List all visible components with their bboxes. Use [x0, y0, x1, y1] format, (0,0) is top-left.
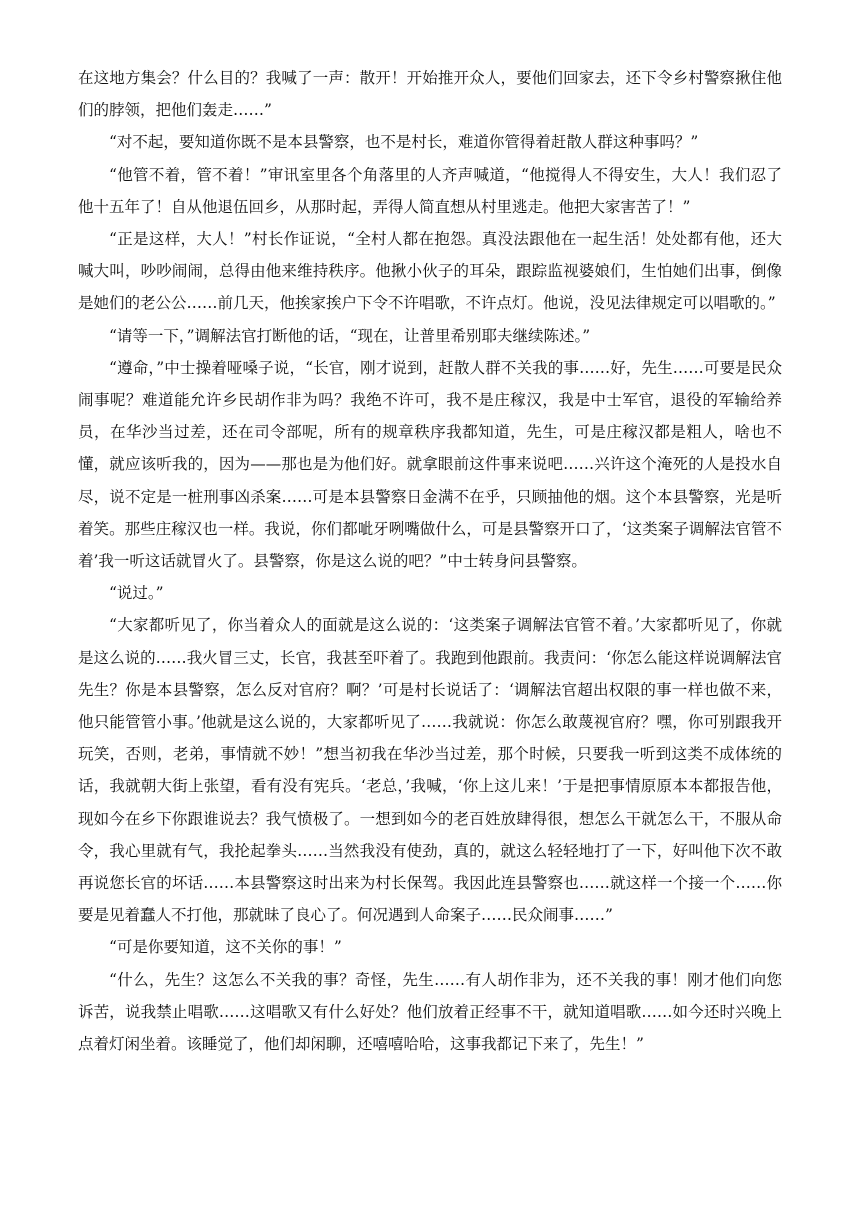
paragraph-9: “可是你要知道，这不关你的事！” — [109, 938, 342, 957]
paragraph-7: “说过。” — [109, 584, 164, 603]
paragraph-4: “正是这样，大人！”村长作证说，“全村人都在抱怨。真没法跟他在一起生活！处处都有他，还大喊大叫，吵吵闹闹，总得由他来维持秩序。他揪小伙子的耳朵，跟踪监视婆娘们，生怕她们出事，倒像是她们的老公公……前几天，他挨家挨户下令不许唱歌，不许点灯。他说，没见法律规定可以唱歌的。” — [78, 230, 782, 313]
document-body — [78, 62, 782, 1060]
paragraph-5: “请等一下，”调解法官打断他的话，“现在，让普里希别耶夫继续陈述。” — [109, 326, 591, 345]
paragraph-10: “什么，先生？这怎么不关我的事？奇怪，先生……有人胡作非为，还不关我的事！刚才他们向您诉苦，说我禁止唱歌……这唱歌又有什么好处？他们放着正经事不干，就知道唱歌……如今还时兴晚上点着灯闲坐着。该睡觉了，他们却闲聊，还嘻嘻哈哈，这事我都记下来了，先生！” — [78, 970, 782, 1054]
paragraph-3: “他管不着，管不着！”审讯室里各个角落里的人齐声喊道，“他搅得人不得安生，大人！我们忍了他十五年了！自从他退伍回乡，从那时起，弄得人简直想从村里逃走。他把大家害苦了！” — [78, 165, 782, 216]
paragraph-8: “大家都听见了，你当着众人的面就是这么说的：‘这类案子调解法官管不着。’大家都听见了，你就是这么说的……我火冒三丈，长官，我甚至吓着了。我跑到他跟前。我责问：‘你怎么能这样说调解法官先生？你是本县警察，怎么反对官府？啊？’可是村长说话了：‘调解法官超出权限的事一样也做不来，他只能管管小事。’他就是这么说的，大家都听见了……我就说：你怎么敢蔑视官府？嘿，你可别跟我开玩笑，否则，老弟，事情就不妙！”想当初我在华沙当过差，那个时候，只要我一听到这类不成体统的话，我就朝大街上张望，看有没有宪兵。‘老总，’我喊，‘你上这儿来！’于是把事情原原本本都报告他，现如今在乡下你跟谁说去？我气愤极了。一想到如今的老百姓放肆得很，想怎么干就怎么干，不服从命令，我心里就有气，我抡起拳头……当然我没有使劲，真的，就这么轻轻地打了一下，好叫他下次不敢再说您长官的坏话……本县警察这时出来为村长保驾。我因此连县警察也……就这样一个接一个……你要是见着蠢人不打他，那就昧了良心了。何况遇到人命案子……民众闹事……” — [78, 616, 782, 925]
paragraph-6: “遵命，”中士操着哑嗓子说，“长官，刚才说到，赶散人群不关我的事……好，先生……可要是民众闹事呢？难道能允许乡民胡作非为吗？我绝不许可，我不是庄稼汉，我是中士军官，退役的军输给养员，在华沙当过差，还在司令部呢，所有的规章秩序我都知道，先生，可是庄稼汉都是粗人，啥也不懂，就应该听我的，因为——那也是为他们好。就拿眼前这件事来说吧……兴许这个淹死的人是投水自尽，说不定是一桩刑事凶杀案……可是本县警察日金满不在乎，只顾抽他的烟。这个本县警察，光是听着笑。那些庄稼汉也一样。我说，你们都呲牙咧嘴做什么，可是县警察开口了，‘这类案子调解法官管不着’我一听这话就冒火了。县警察，你是这么说的吧？”中士转身问县警察。 — [78, 358, 782, 571]
paragraph-2: “对不起，要知道你既不是本县警察，也不是村长，难道你管得着赶散人群这种事吗？” — [109, 133, 699, 152]
paragraph-1: 在这地方集会？什么目的？我喊了一声：散开！开始推开众人，要他们回家去，还下令乡村警察揪住他们的脖领，把他们轰走……” — [78, 69, 782, 120]
